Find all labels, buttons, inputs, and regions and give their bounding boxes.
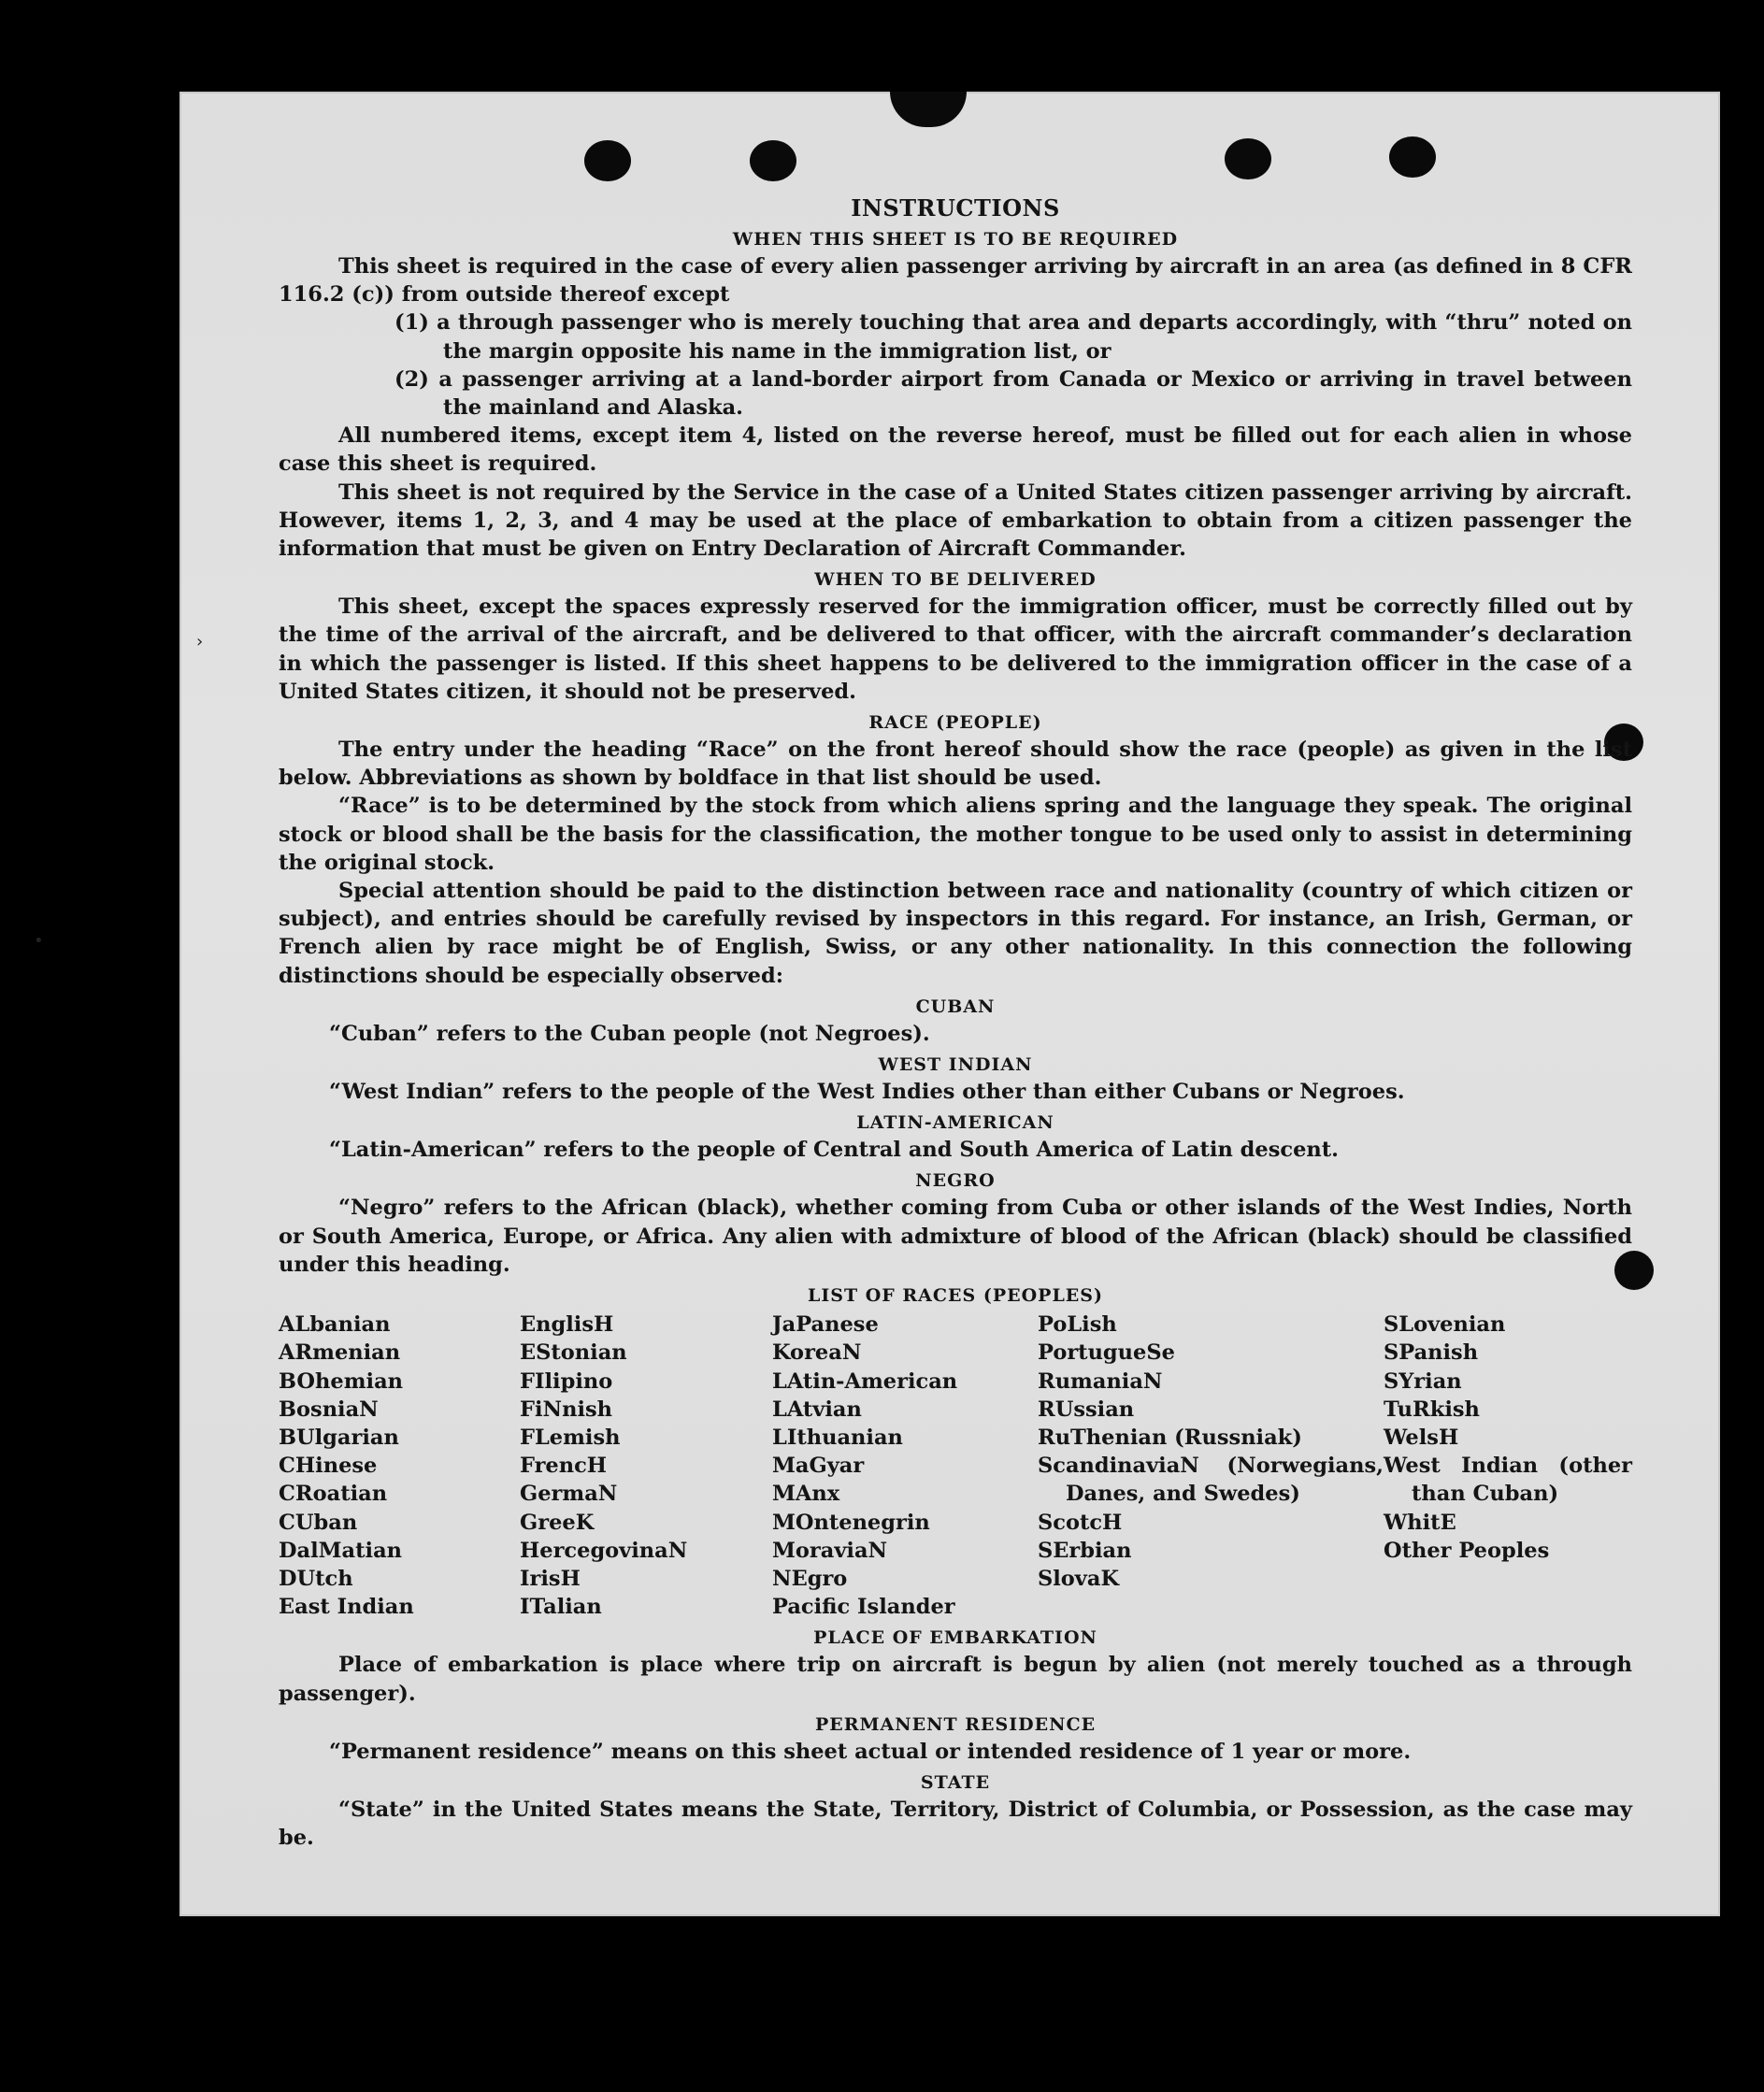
race-item: FiNnish	[520, 1397, 613, 1422]
race-item: MoraviaN	[772, 1538, 888, 1563]
exception-item: (1) a through passenger who is merely touching that area and departs accordingly, with “thru” noted on the margin opposite his name in the immigration list, or	[394, 310, 1632, 364]
race-item: MAnx	[772, 1482, 840, 1507]
race-item: WhitE	[1384, 1510, 1456, 1535]
race-item: SPanish	[1384, 1340, 1479, 1366]
race-column	[279, 1311, 520, 1621]
race-item: DalMatian	[279, 1538, 403, 1563]
race-item: RumaniaN	[1038, 1368, 1163, 1394]
race-item: NEgro	[772, 1566, 848, 1591]
race-item: Other Peoples	[1384, 1538, 1550, 1563]
race-item: FrencH	[520, 1454, 608, 1479]
instructions-title: INSTRUCTIONS	[851, 194, 1060, 222]
race-item: BosniaN	[279, 1397, 379, 1422]
race-item: EnglisH	[520, 1312, 614, 1338]
race-item: CUban	[279, 1510, 358, 1535]
race-item: HercegovinaN	[520, 1538, 688, 1563]
race-item: LAtin-American	[772, 1368, 958, 1394]
paragraph: Special attention should be paid to the distinction between race and nationality (country of which citizen or subject), and entries should be carefully revised by inspectors in this regard. For instance, an Irish, German, or French alien by race might be of English, Swiss, or any other nationality. In this connection the following distinctions should be especially observed:	[279, 879, 1632, 988]
race-list	[279, 1311, 1632, 1621]
race-item: FLemish	[520, 1425, 621, 1450]
race-item: GreeK	[520, 1510, 595, 1535]
section-heading: LATIN-AMERICAN	[856, 1112, 1054, 1134]
paragraph: This sheet, except the spaces expressly reserved for the immigration officer, must be correctly filled out by the time of the arrival of the aircraft, and be delivered to that officer, with the aircraft commander’s declaration in which the passenger is listed. If this sheet happens to be delivered to the immigration officer in the case of a United States citizen, it should not be preserved.	[279, 595, 1632, 704]
race-item: IrisH	[520, 1566, 581, 1591]
punch-hole	[584, 140, 631, 181]
race-item: ARmenian	[279, 1340, 401, 1366]
race-item: CHinese	[279, 1454, 378, 1479]
race-item: ITalian	[520, 1595, 602, 1620]
paragraph: All numbered items, except item 4, listed on the reverse hereof, must be filled out for each alien in whose case this sheet is required.	[279, 423, 1632, 477]
race-item: RuThenian (Russniak)	[1038, 1425, 1302, 1450]
section-heading: LIST OF RACES (PEOPLES)	[808, 1285, 1103, 1307]
definition: “Cuban” refers to the Cuban people (not Negroes).	[329, 1021, 930, 1046]
exception-item: (2) a passenger arriving at a land-border airport from Canada or Mexico or arriving in travel between the mainland and Alaska.	[394, 366, 1632, 421]
race-item: MOntenegrin	[772, 1510, 930, 1535]
paragraph: Place of embarkation is place where trip on aircraft is begun by alien (not merely touched as a through passenger).	[279, 1653, 1632, 1706]
punch-hole	[1389, 136, 1436, 178]
punch-hole	[750, 140, 796, 181]
race-item: SErbian	[1038, 1538, 1132, 1563]
instruction-text	[279, 191, 1632, 1852]
section-heading: STATE	[920, 1771, 991, 1793]
section-heading: PLACE OF EMBARKATION	[813, 1627, 1097, 1649]
margin-mark: •	[34, 931, 44, 951]
race-item: SYrian	[1384, 1368, 1462, 1394]
paragraph: “State” in the United States means the State, Territory, District of Columbia, or Possession, as the case may be.	[279, 1797, 1632, 1851]
punch-hole	[1225, 138, 1271, 179]
margin-mark: ›	[196, 632, 204, 652]
race-item: EStonian	[520, 1340, 627, 1366]
race-column	[520, 1311, 772, 1621]
section-heading: WHEN THIS SHEET IS TO BE REQUIRED	[732, 229, 1179, 250]
race-item: CRoatian	[279, 1482, 388, 1507]
race-item: Pacific Islander	[772, 1595, 955, 1620]
race-item: FIlipino	[520, 1368, 613, 1394]
section-heading: CUBAN	[915, 996, 996, 1017]
section-heading: WEST INDIAN	[878, 1054, 1033, 1076]
race-item: BUlgarian	[279, 1425, 399, 1450]
race-column	[772, 1311, 1038, 1621]
race-item: GermaN	[520, 1482, 618, 1507]
race-item: WelsH	[1384, 1425, 1459, 1450]
race-item: SlovaK	[1038, 1566, 1120, 1591]
race-item: PoLish	[1038, 1312, 1117, 1338]
section-heading: PERMANENT RESIDENCE	[814, 1713, 1097, 1735]
paragraph: The entry under the heading “Race” on the front hereof should show the race (people) as given in the list below. Abbreviations as shown by boldface in that list should be used.	[279, 738, 1632, 791]
race-item: DUtch	[279, 1566, 353, 1591]
paragraph: This sheet is not required by the Service in the case of a United States citizen passenger arriving by aircraft. However, items 1, 2, 3, and 4 may be used at the place of embarkation to obtain from a citizen passenger the information that must be given on Entry Declaration of Aircraft Commander.	[279, 480, 1632, 562]
race-item: KoreaN	[772, 1340, 862, 1366]
race-item: PortugueSe	[1038, 1340, 1175, 1366]
race-item: JaPanese	[772, 1312, 879, 1338]
definition: “Latin-American” refers to the people of Central and South America of Latin descent.	[329, 1138, 1339, 1163]
paragraph: “Race” is to be determined by the stock from which aliens spring and the language they speak. The original stock or blood shall be the basis for the classification, the mother tongue to be used only to assist in determining the original stock.	[279, 794, 1632, 875]
paragraph: “Negro” refers to the African (black), whether coming from Cuba or other islands of the West Indies, North or South America, Europe, or Africa. Any alien with admixture of blood of the African (black) should be classified under this heading.	[279, 1196, 1632, 1277]
race-item: ScandinaviaN (Norwegians, Danes, and Swedes)	[1038, 1454, 1384, 1507]
race-item: LIthuanian	[772, 1425, 903, 1450]
race-item: BOhemian	[279, 1368, 404, 1394]
race-item: TuRkish	[1384, 1397, 1480, 1422]
race-item: West Indian (other than Cuban)	[1384, 1454, 1632, 1507]
race-column	[1384, 1311, 1632, 1621]
race-column	[1038, 1311, 1384, 1621]
race-item: SLovenian	[1384, 1312, 1506, 1338]
definition: “West Indian” refers to the people of the West Indies other than either Cubans or Negroes.	[329, 1080, 1405, 1105]
race-item: East Indian	[279, 1595, 414, 1620]
race-item: MaGyar	[772, 1454, 865, 1479]
section-heading: RACE (PEOPLE)	[868, 712, 1042, 734]
paragraph: This sheet is required in the case of every alien passenger arriving by aircraft in an area (as defined in 8 CFR 116.2 (c)) from outside thereof except	[279, 254, 1632, 308]
race-item: LAtvian	[772, 1397, 862, 1422]
race-item: ScotcH	[1038, 1510, 1123, 1535]
definition: “Permanent residence” means on this sheet actual or intended residence of 1 year or more.	[329, 1739, 1412, 1764]
race-item: ALbanian	[279, 1312, 391, 1338]
race-item: RUssian	[1038, 1397, 1135, 1422]
section-heading: NEGRO	[915, 1170, 996, 1192]
section-heading: WHEN TO BE DELIVERED	[814, 569, 1097, 591]
paper-tear	[890, 92, 967, 127]
